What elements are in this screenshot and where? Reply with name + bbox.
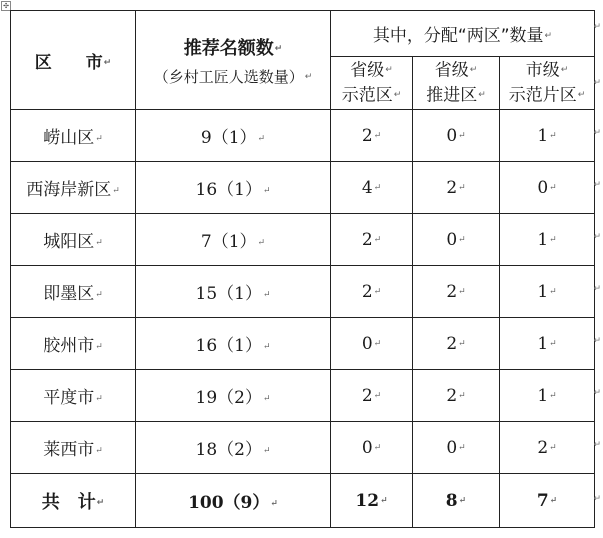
row-end-mark: ↵ [593, 494, 601, 504]
header-district: 区 市↵ [11, 11, 136, 110]
table-row: 莱西市↵ 18（2）↵ 0↵ 0↵ 2↵ [11, 422, 595, 474]
header-city-demo: 市级↵ 示范片区↵ [500, 57, 595, 110]
quota-table [10, 10, 595, 528]
row-end-mark: ↵ [593, 440, 601, 450]
table-move-handle[interactable]: ✣ [1, 1, 11, 11]
row-end-mark: ↵ [593, 22, 601, 32]
header-prov-demo: 省级↵ 示范区↵ [331, 57, 413, 110]
header-recommend: 推荐名额数↵ （乡村工匠人选数量）↵ [136, 11, 331, 110]
table-row: 城阳区↵ 7（1）↵ 2↵ 0↵ 1↵ [11, 214, 595, 266]
table-row: 胶州市↵ 16（1）↵ 0↵ 2↵ 1↵ [11, 318, 595, 370]
table-row: 西海岸新区↵ 16（1）↵ 4↵ 2↵ 0↵ [11, 162, 595, 214]
row-end-mark: ↵ [593, 180, 601, 190]
row-end-mark: ↵ [593, 284, 601, 294]
table-row: 即墨区↵ 15（1）↵ 2↵ 2↵ 1↵ [11, 266, 595, 318]
row-end-mark: ↵ [593, 128, 601, 138]
header-allocation: 其中，分配“两区”数量↵ [331, 11, 595, 57]
row-end-mark: ↵ [593, 78, 601, 88]
row-end-mark: ↵ [593, 232, 601, 242]
total-row: 共 计↵ 100（9）↵ 12↵ 8↵ 7↵ [11, 474, 595, 528]
row-end-mark: ↵ [593, 388, 601, 398]
header-prov-push: 省级↵ 推进区↵ [413, 57, 500, 110]
table-row: 崂山区↵ 9（1）↵ 2↵ 0↵ 1↵ [11, 110, 595, 162]
row-end-mark: ↵ [593, 336, 601, 346]
table-row: 平度市↵ 19（2）↵ 2↵ 2↵ 1↵ [11, 370, 595, 422]
